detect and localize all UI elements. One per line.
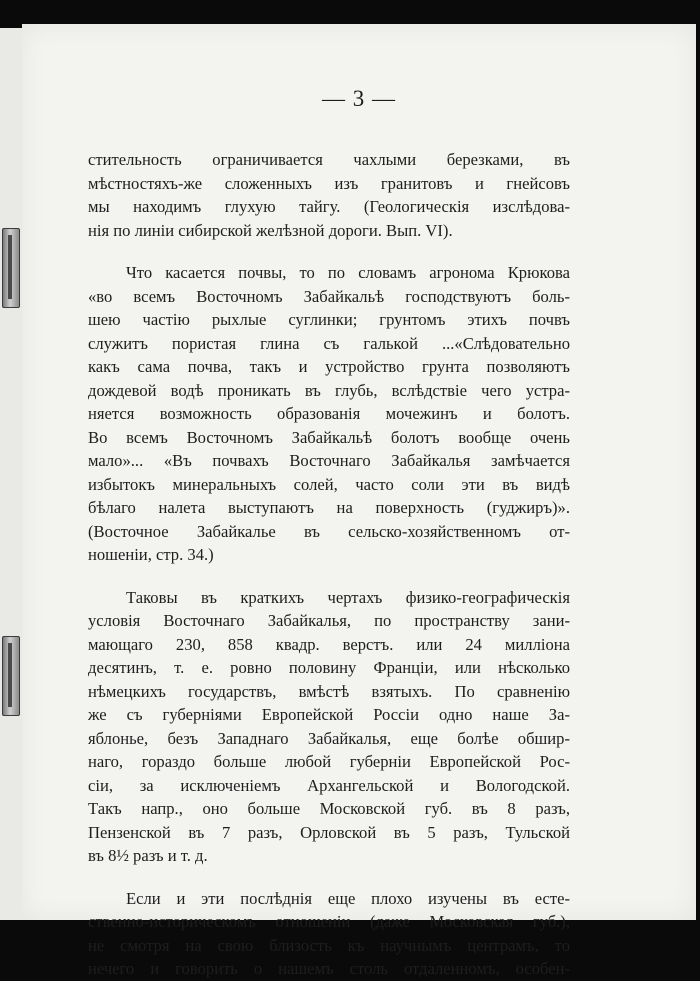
- body-text: [88, 148, 570, 981]
- text-line: Пензенской въ 7 разъ, Орловской въ 5 разъ, Тульской: [88, 822, 570, 842]
- text-line: не смотря на свою близость къ научнымъ центрамъ, то: [88, 935, 570, 955]
- text-line: стительность ограничивается чахлыми березками, въ: [88, 150, 570, 169]
- text-line: мало»... «Въ почвахъ Восточнаго Забайкалья замѣчается: [88, 451, 570, 470]
- text-line: Если и эти послѣднія еще плохо изучены въ есте-: [126, 888, 570, 908]
- text-line: «во всемъ Восточномъ Забайкальѣ господствуютъ боль-: [88, 286, 570, 306]
- paragraph: [88, 261, 570, 567]
- text-line: мающаго 230, 858 квадр. верстъ. или 24 милліона: [88, 634, 570, 654]
- text-line: нія по линіи сибирской желѣзной дороги. Вып. VI).: [88, 220, 453, 240]
- paragraph-gap: [88, 242, 570, 261]
- paragraph: [88, 148, 570, 242]
- text-line: же съ губерніями Европейской Россіи одно наше За-: [88, 705, 570, 724]
- text-line: какъ сама почва, такъ и устройство грунта позволяютъ: [88, 357, 570, 376]
- text-line: шею частію рыхлые суглинки; грунтомъ этихъ почвъ: [88, 310, 570, 329]
- page-number: — 3 —: [322, 86, 396, 111]
- text-line: мы находимъ глухую тайгу. (Геологическія изслѣдова-: [88, 197, 570, 216]
- text-line: служитъ пористая глина съ галькой ...«Слѣдовательно: [88, 333, 570, 353]
- text-line: десятинъ, т. е. ровно половину Франціи, или нѣсколько: [88, 658, 570, 677]
- text-line: наго, гораздо больше любой губерніи Европейской Рос-: [88, 752, 570, 771]
- text-line: Такъ напр., оно больше Московской губ. въ 8 разъ,: [88, 799, 570, 818]
- text-line: мѣстностяхъ-же сложенныхъ изъ гранитовъ и гнейсовъ: [88, 173, 570, 193]
- paragraph-gap: [88, 567, 570, 586]
- binding-clip-icon: [2, 228, 20, 308]
- text-line: нѣмецкихъ государствъ, вмѣстѣ взятыхъ. По сравненію: [88, 681, 570, 701]
- binding-clip-icon: [2, 636, 20, 716]
- text-line: сіи, за исключеніемъ Архангельской и Вологодской.: [88, 775, 570, 795]
- text-line: дождевой водѣ проникать въ глубь, вслѣдствіе чего устра-: [88, 380, 570, 400]
- previous-page-edge: [0, 28, 23, 920]
- text-line: условія Восточнаго Забайкалья, по пространству зани-: [88, 611, 570, 630]
- text-line: избытокъ минеральныхъ солей, часто соли эти въ видѣ: [88, 474, 570, 494]
- paragraph-gap: [88, 868, 570, 887]
- text-line: нечего и говорить о нашемъ столь отдаленномъ, особен-: [88, 959, 570, 978]
- paragraph: [88, 586, 570, 868]
- text-line: няется возможность образованія мочежинъ и болотъ.: [88, 404, 570, 423]
- text-line: ношеніи, стр. 34.): [88, 545, 214, 564]
- paragraph: [88, 887, 570, 981]
- text-line: бѣлаго налета выступаютъ на поверхность (гуджиръ)».: [88, 498, 570, 517]
- text-line: Таковы въ краткихъ чертахъ физико-географическія: [126, 587, 570, 607]
- text-line: (Восточное Забайкалье въ сельско-хозяйственномъ от-: [88, 521, 570, 541]
- book-page: [22, 24, 696, 978]
- text-line: въ 8½ разъ и т. д.: [88, 846, 208, 865]
- text-line: Что касается почвы, то по словамъ агронома Крюкова: [126, 263, 570, 282]
- text-line: яблонье, безъ Западнаго Забайкалья, еще болѣе обшир-: [88, 728, 570, 748]
- text-line: ственно-историческомъ отношеніи (даже Московская губ.),: [88, 912, 570, 931]
- text-line: Во всемъ Восточномъ Забайкальѣ болотъ вообще очень: [88, 427, 570, 447]
